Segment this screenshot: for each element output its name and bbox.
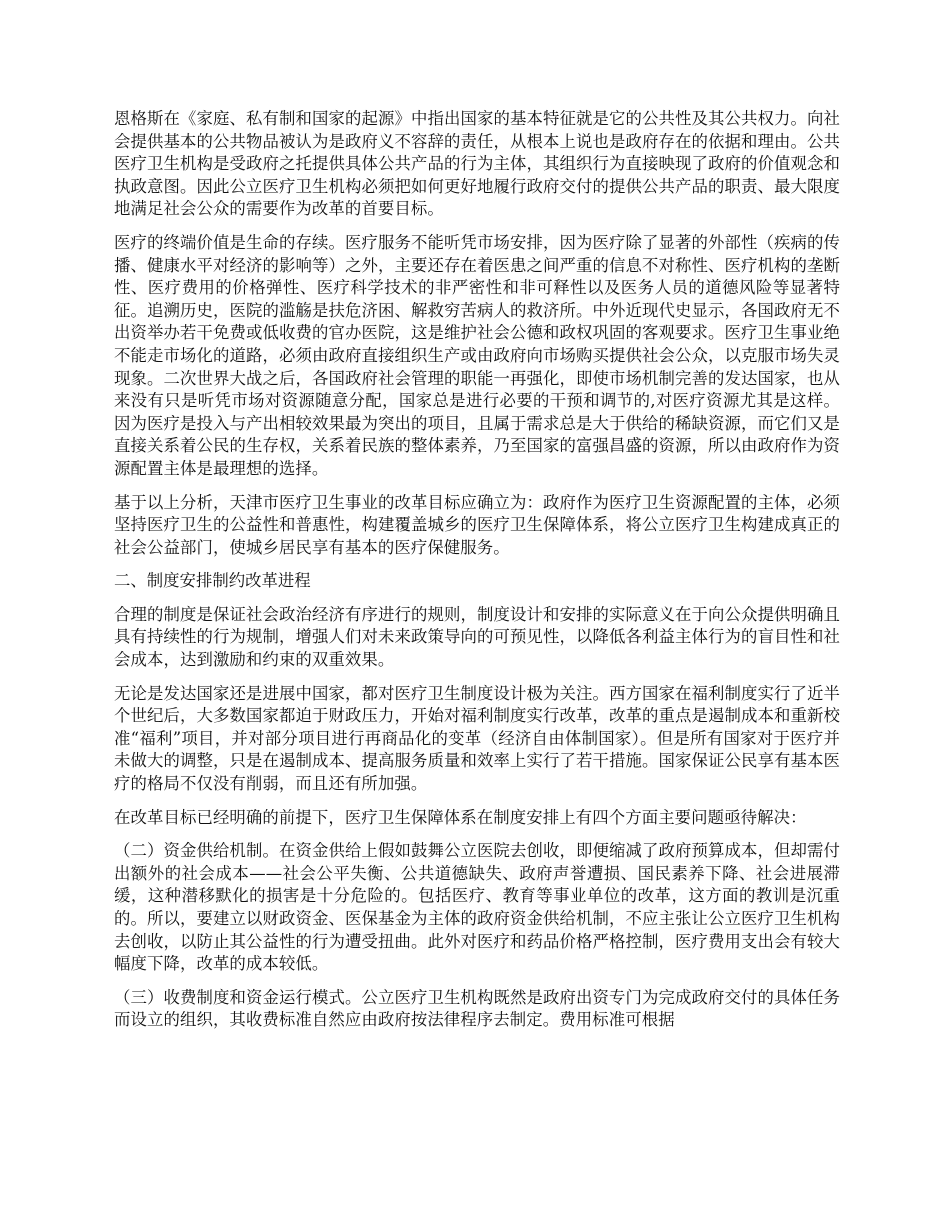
paragraph-reform-goal: 基于以上分析，天津市医疗卫生事业的改革目标应确立为：政府作为医疗卫生资源配置的主体，必须坚持医疗卫生的公益性和普惠性，构建覆盖城乡的医疗卫生保障体系，将公立医疗卫生构建成真正的社会公益部门，使城乡居民享有基本的医疗保健服务。 [114,492,840,557]
section-heading: 二、制度安排制约改革进程 [114,571,311,591]
paragraph-international-reform: 无论是发达国家还是进展中国家，都对医疗卫生制度设计极为关注。西方国家在福利制度实行了近半个世纪后，大多数国家都迫于财政压力，开始对福利制度实行改革，改革的重点是遏制成本和重新校准“福利”项目，并对部分项目进行再商品化的变革（经济自由体制国家）。但是所有国家对于医疗并未做大的调整，只是在遏制成本、提高服务质量和效率上实行了若干措施。国家保证公民享有基本医疗的格局不仅没有削弱，而且还有所加强。 [114,683,840,794]
paragraph-fee-system: （三）收费制度和资金运行模式。公立医疗卫生机构既然是政府出资专门为完成政府交付的具体任务而设立的组织，其收费标准自然应由政府按法律程序去制定。费用标准可根据 [114,987,840,1030]
paragraph-public-goods: 恩格斯在《家庭、私有制和国家的起源》中指出国家的基本特征就是它的公共性及其公共权力。向社会提供基本的公共物品被认为是政府义不容辞的责任，从根本上说也是政府存在的依据和理由。公共医疗卫生机构是受政府之托提供具体公共产品的行为主体，其组织行为直接映现了政府的价值观念和执政意图。因此公立医疗卫生机构必须把如何更好地履行政府交付的提供公共产品的职责、最大限度地满足社会公众的需要作为改革的首要目标。 [114,109,840,219]
paragraph-institutional-design: 合理的制度是保证社会政治经济有序进行的规则，制度设计和安排的实际意义在于向公众提供明确且具有持续性的行为规制，增强人们对未来政策导向的可预见性，以降低各利益主体行为的盲目性和社会成本，达到激励和约束的双重效果。 [114,604,840,670]
document-page [114,108,840,1043]
paragraph-medical-value: 医疗的终端价值是生命的存续。医疗服务不能听凭市场安排，因为医疗除了显著的外部性（疾病的传播、健康水平对经济的影响等）之外，主要还存在着医患之间严重的信息不对称性、医疗机构的垄断性、医疗费用的价格弹性、医疗科学技术的非严密性和非可释性以及医务人员的道德风险等显著特征。追溯历史，医院的滥觞是扶危济困、解救穷苦病人的救济所。中外近现代史显示，各国政府无不出资举办若干免费或低收费的官办医院，这是维护社会公德和政权巩固的客观要求。医疗卫生事业绝不能走市场化的道路，必须由政府直接组织生产或由政府向市场购买提供社会公众，以克服市场失灵现象。二次世界大战之后，各国政府社会管理的职能一再强化，即使市场机制完善的发达国家，也从来没有只是听凭市场对资源随意分配，国家总是进行必要的干预和调节的,对医疗资源尤其是这样。因为医疗是投入与产出相较效果最为突出的项目，且属于需求总是大于供给的稀缺资源，而它们又是直接关系着公民的生存权，关系着民族的整体素养，乃至国家的富强昌盛的资源，所以由政府作为资源配置主体是最理想的选择。 [114,232,840,478]
paragraph-four-issues: 在改革目标已经明确的前提下，医疗卫生保障体系在制度安排上有四个方面主要问题亟待解决： [114,807,807,827]
paragraph-funding-mechanism: （二）资金供给机制。在资金供给上假如鼓舞公立医院去创收，即便缩减了政府预算成本，但却需付出额外的社会成本——社会公平失衡、公共道德缺失、政府声誉遭损、国民素养下降、社会进展滞缓，这种潜移默化的损害是十分危险的。包括医疗、教育等事业单位的改革，这方面的教训是沉重的。所以，要建立以财政资金、医保基金为主体的政府资金供给机制，不应主张让公立医疗卫生机构去创收，以防止其公益性的行为遭受扭曲。此外对医疗和药品价格严格控制，医疗费用支出会有较大幅度下降，改革的成本较低。 [114,841,840,974]
